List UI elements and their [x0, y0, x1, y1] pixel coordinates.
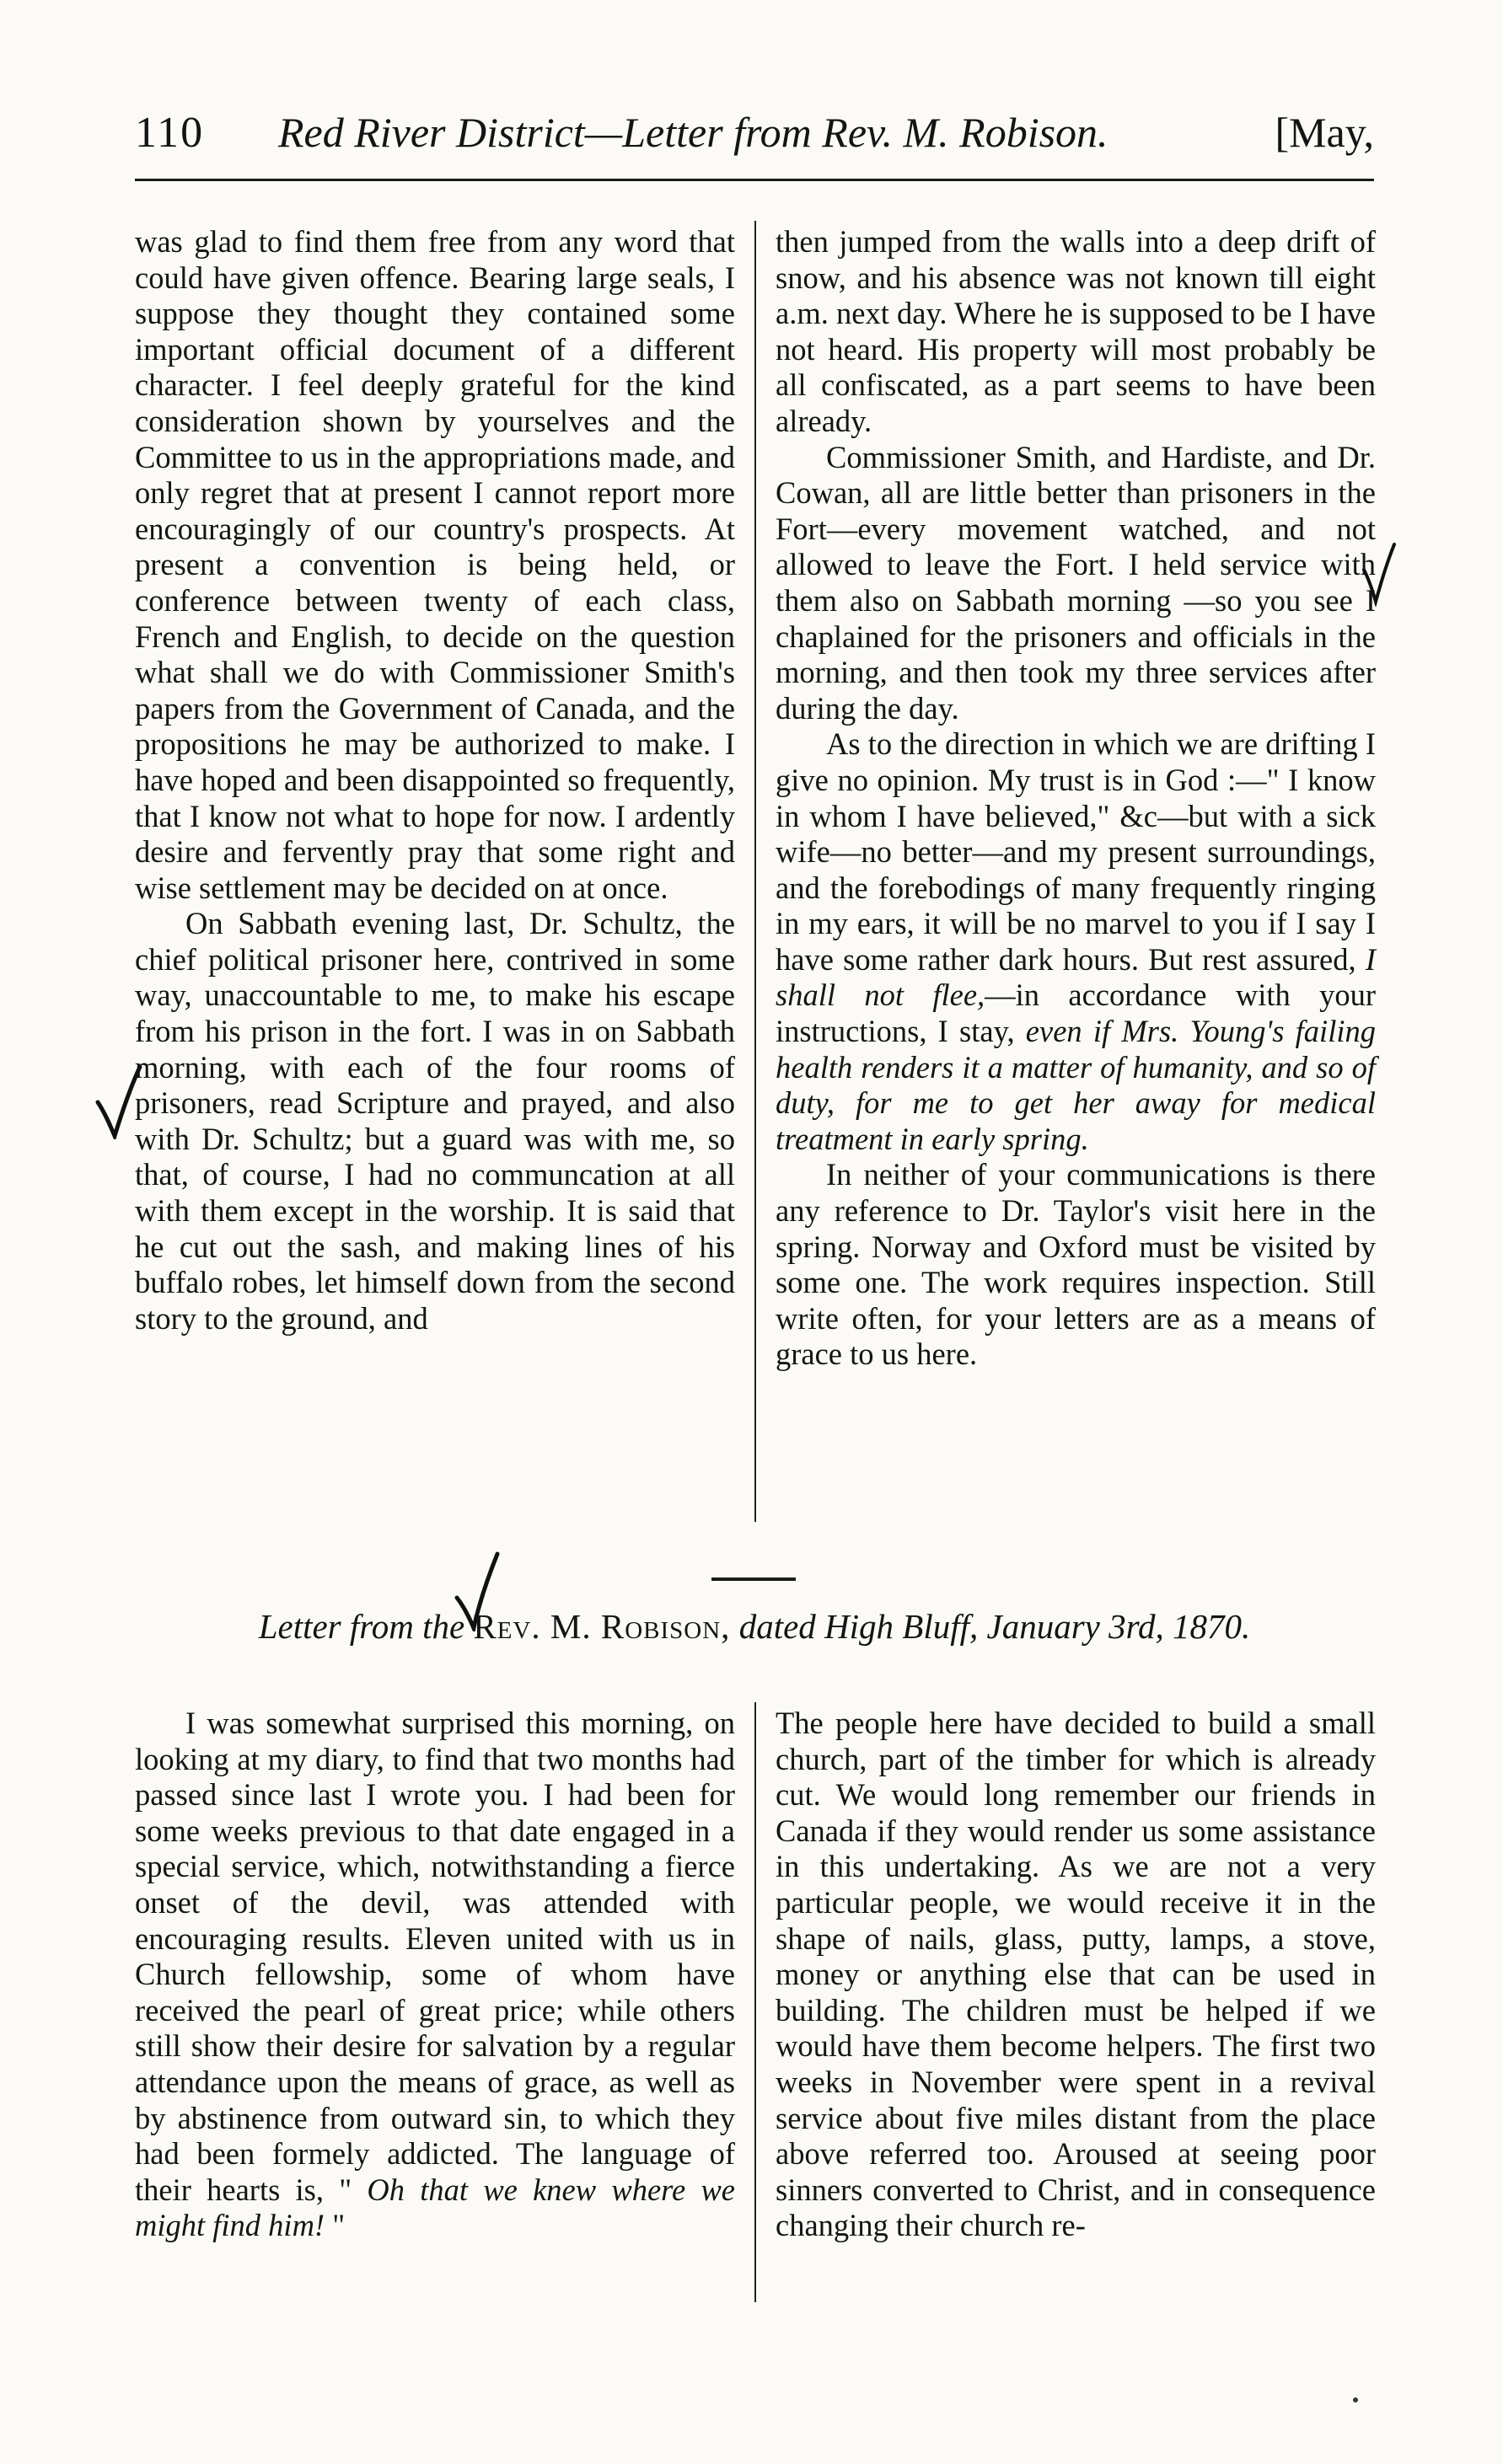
italic-run: even if Mrs. Young's failing health renders it a matter of humanity, and so of duty, for me to get her away for medical treatment in early spring. — [776, 1014, 1376, 1156]
letter2-column-right — [776, 1706, 1376, 2244]
heading-dateline: dated High Bluff, January 3rd, 1870. — [738, 1607, 1251, 1646]
section-separator — [711, 1577, 796, 1581]
letter1-column-left — [135, 224, 735, 1336]
heading-lead: Letter from the — [258, 1607, 465, 1646]
paragraph — [135, 1706, 735, 2244]
paragraph: was glad to find them free from any word that could have given offence. Bearing large seals, I suppose they thought they contained some important official document of a different character. I feel deeply grateful for the kind consideration shown by yourselves and the Committee to us in the appropriations made, and only regret that at present I cannot report more encouragingly of our country's prospects. At present a convention is being held, or conference between twenty of each class, French and English, to decide on the question what shall we do with Commissioner Smith's papers from the Government of Canada, and the propositions he may be authorized to make. I have hoped and been disappointed so frequently, that I know not what to hope for now. I ardently desire and fervently pray that some right and wise settlement may be decided on at once. — [135, 224, 735, 905]
letter2-column-left — [135, 1706, 735, 2244]
header-rule — [135, 179, 1374, 181]
column-divider — [754, 1702, 756, 2302]
paragraph: The people here have decided to build a small church, part of the timber for which is already cut. We would long remember our friends in Canada if they would render us some assistance in this undertaking. As we are not a very particular people, we would receive it in the shape of nails, glass, putty, lamps, a stove, money or anything else that can be used in building. The children must be helped if we would have them become helpers. The first two weeks in November were spent in a revival service about five miles distant from the place above referred too. Aroused at seeing poor sinners converted to Christ, and in consequence changing their church re- — [776, 1706, 1376, 2243]
handwritten-check-mark — [1361, 539, 1398, 607]
running-header — [135, 108, 1374, 175]
paragraph — [776, 726, 1376, 1157]
text-run: As to the direction in which we are drifting I give no opinion. My trust is in God :—" I know in whom I have believed," &c—but with a sick wife—no better—and my present surroundings, and the forebodings of many frequently ringing in my ears, it will be no marvel to you if I say I have some rather dark hours. But rest assured, — [776, 726, 1376, 977]
letter1-column-right — [776, 224, 1376, 1373]
paragraph: Commissioner Smith, and Hardiste, and Dr. Cowan, all are little better than prisoners in the Fort—every movement watched, and not allowed to leave the Fort. I held service with them also on Sabbath morning —so you see I chaplained for the prisoners and officials in the morning, and then took my three services after during the day. — [776, 439, 1376, 726]
text-run: —in accordance with your instructions, I stay, — [776, 978, 1377, 1049]
paragraph: On Sabbath evening last, Dr. Schultz, the chief political prisoner here, contrived in some way, unaccountable to me, to make his escape from his prison in the fort. I was in on Sabbath morning, with each of the four rooms of prisoners, read Scripture and prayed, and also with Dr. Schultz; but a guard was with me, so that, of course, I had no communcation at all with them except in the worship. It is said that he cut out the sash, and making lines of his buffalo robes, let himself down from the second story to the ground, and — [135, 906, 735, 1336]
handwritten-check-mark — [93, 1063, 143, 1139]
text-run: I was somewhat surprised this morning, on looking at my diary, to find that two months had passed since last I wrote you. I had been for some weeks previous to that date engaged in a special service, which, notwithstanding a fierce onset of the devil, was attended with encouraging results. Eleven united with us in Church fellowship, some of whom have received the pearl of great price; while others still show their desire for salvation by a regular attendance upon the means of grace, as well as by abstinence from outward sin, to which they had been formely addicted. The language of their hearts is, " — [135, 1706, 735, 2207]
paper-speck — [1353, 2397, 1358, 2402]
heading-author: Rev. M. Robison, — [473, 1607, 731, 1646]
column-divider — [754, 221, 756, 1522]
text-run: " — [325, 2208, 346, 2243]
paragraph: In neither of your communications is there any reference to Dr. Taylor's visit here in the spring. Norway and Oxford must be visited by some one. The work requires inspection. Still write often, for your letters are as a means of grace to us here. — [776, 1157, 1376, 1372]
page-number: 110 — [135, 109, 205, 157]
italic-run: I shall not flee, — [776, 941, 1376, 1013]
paragraph: then jumped from the walls into a deep drift of snow, and his absence was not known till eight a.m. next day. Where he is supposed to be I have not heard. His property will most probably be all confiscated, as a part seems to have been already. — [776, 224, 1376, 438]
italic-run: Oh that we knew where we might find him! — [135, 2172, 735, 2243]
running-title: Red River District—Letter from Rev. M. Robison. — [278, 109, 1108, 156]
letter2-heading — [135, 1606, 1374, 1647]
month-label: [May, — [1275, 109, 1374, 156]
handwritten-check-mark — [450, 1551, 501, 1631]
